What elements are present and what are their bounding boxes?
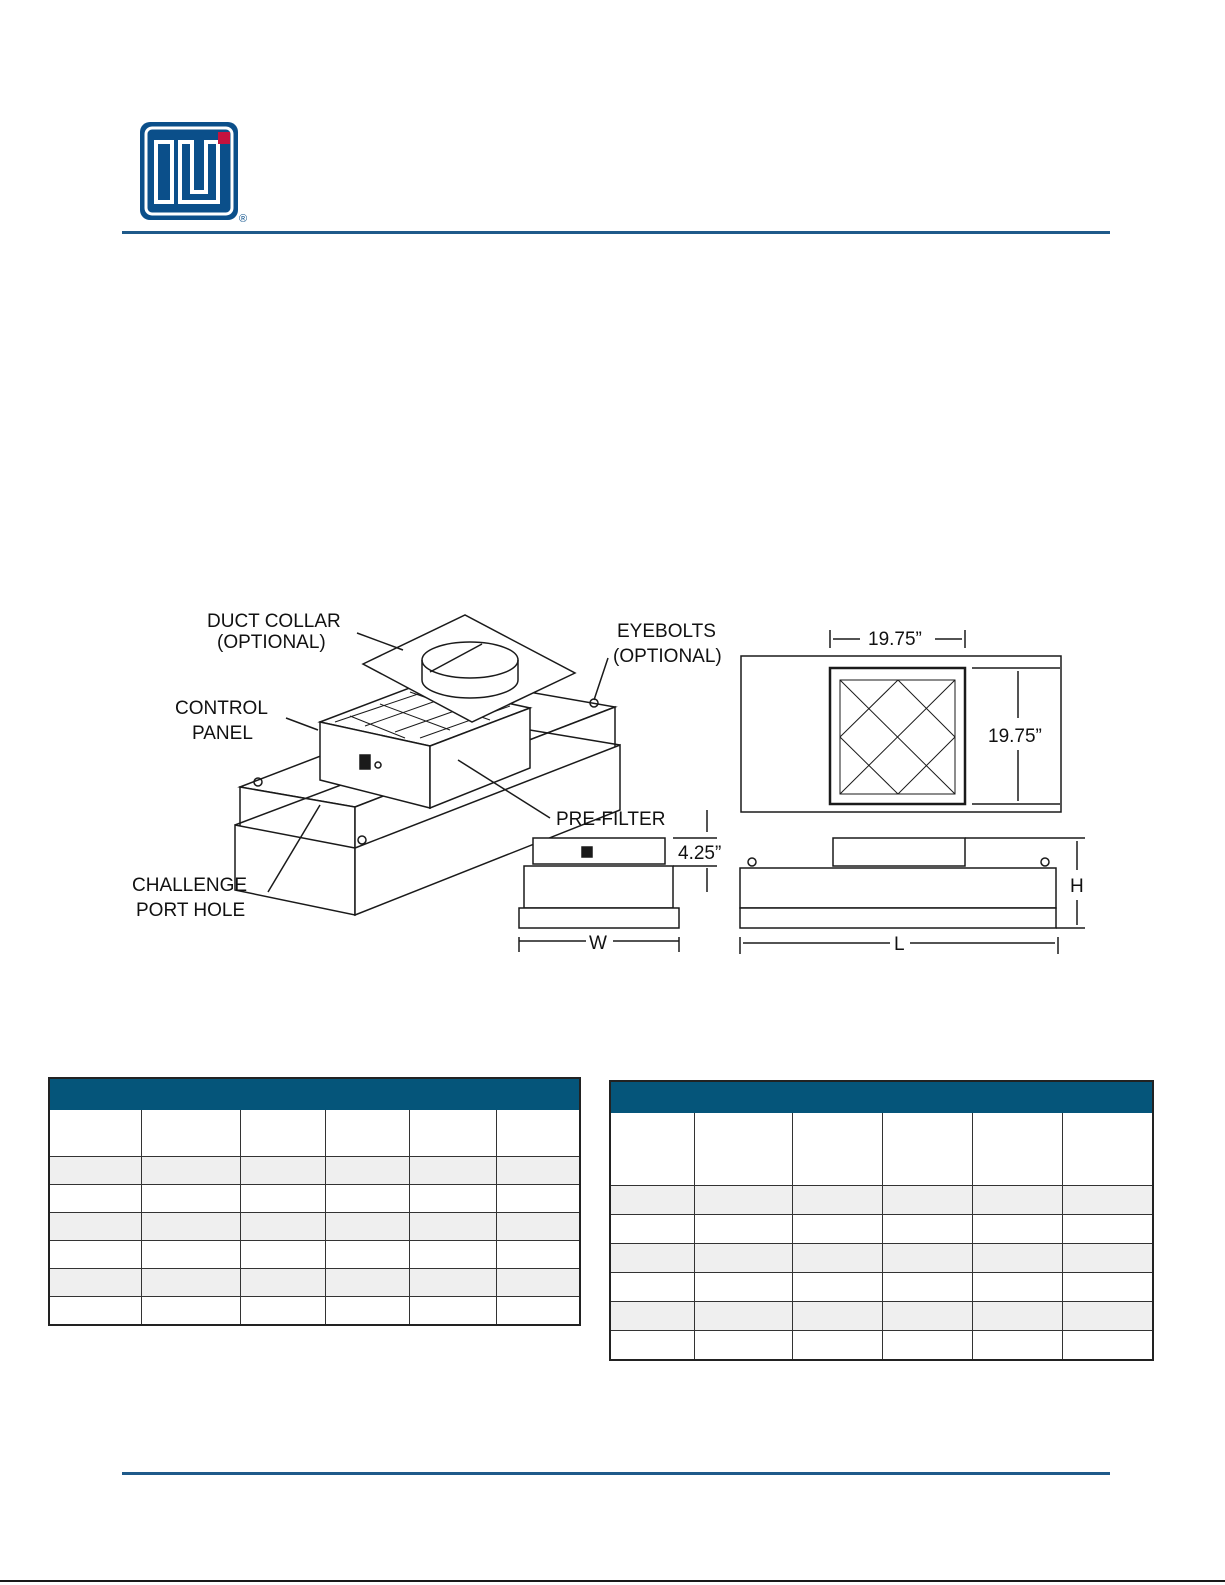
- table-row: [610, 1331, 1153, 1361]
- pre-filter-label: PRE-FILTER: [556, 809, 666, 830]
- challenge-port-label-line2: PORT HOLE: [136, 900, 246, 921]
- table-column-header-row: [49, 1110, 580, 1157]
- duct-collar-label: DUCT COLLAR: [207, 611, 341, 632]
- table-row: [610, 1186, 1153, 1215]
- table-row: [610, 1244, 1153, 1273]
- width-dimension: W: [589, 933, 607, 954]
- eyebolts-label: EYEBOLTS: [617, 621, 716, 642]
- table-header-band: [610, 1081, 1153, 1113]
- table-row: [49, 1297, 580, 1326]
- control-panel-label-line2: PANEL: [192, 723, 253, 744]
- collar-height-dimension: 4.25”: [678, 843, 722, 864]
- table-row: [610, 1215, 1153, 1244]
- challenge-port-label: CHALLENGE: [132, 875, 248, 896]
- header-rule: [122, 231, 1110, 234]
- table-row: [610, 1273, 1153, 1302]
- table-column-header-row: [610, 1113, 1153, 1186]
- table-row: [610, 1302, 1153, 1331]
- length-dimension: L: [894, 934, 905, 955]
- table-row: [49, 1185, 580, 1213]
- table-row: [49, 1241, 580, 1269]
- control-panel-label: CONTROL: [175, 698, 268, 719]
- spec-table-left: [48, 1077, 581, 1326]
- prefilter-width-dimension: 19.75”: [868, 629, 922, 650]
- table-header-band: [49, 1078, 580, 1110]
- company-logo: [138, 120, 250, 224]
- prefilter-height-dimension: 19.75”: [988, 726, 1042, 747]
- page-bottom-edge: [0, 1580, 1225, 1582]
- spec-table-right: [609, 1080, 1154, 1361]
- registered-mark: ®: [239, 213, 248, 224]
- table-row: [49, 1157, 580, 1185]
- footer-rule: [122, 1472, 1110, 1475]
- height-dimension: H: [1070, 876, 1084, 897]
- table-row: [49, 1213, 580, 1241]
- unit-drawing: [120, 600, 1105, 970]
- table-row: [49, 1269, 580, 1297]
- eyebolts-optional-label: (OPTIONAL): [613, 646, 722, 667]
- duct-collar-optional-label: (OPTIONAL): [217, 632, 326, 653]
